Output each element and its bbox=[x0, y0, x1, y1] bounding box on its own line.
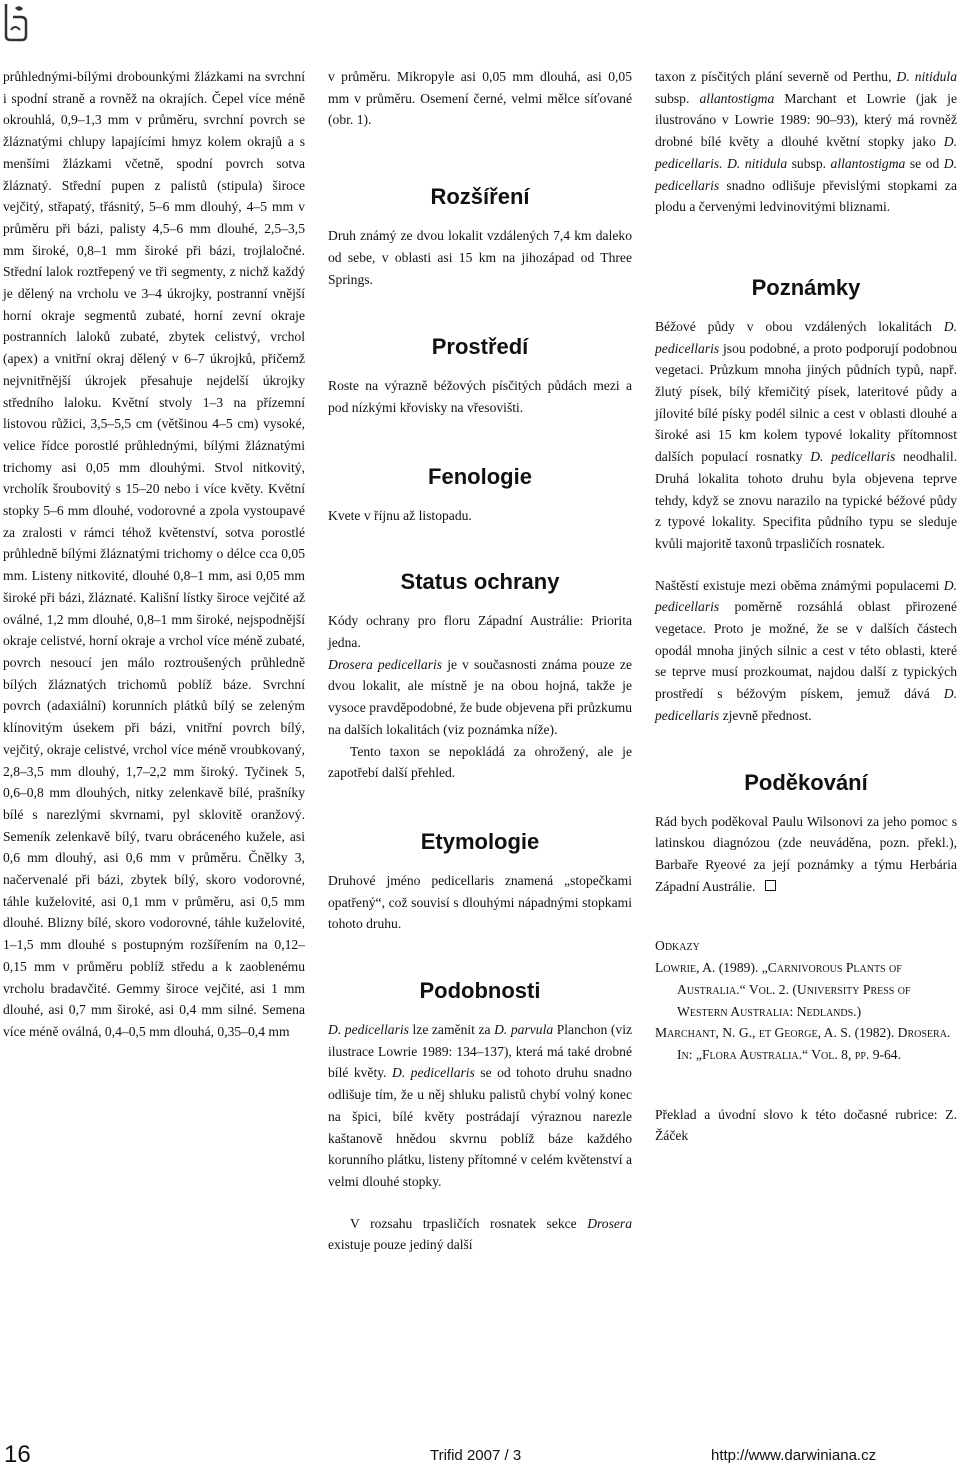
heading-poznamky: Poznámky bbox=[751, 274, 861, 300]
heading-prostredi: Prostředí bbox=[431, 334, 529, 360]
species-name: D. pedicellaris bbox=[655, 318, 957, 356]
rozsireni-text: Druh známý ze dvou lokalit vzdálených 7,4 km daleko od sebe, v oblasti asi 15 km na jihozápad od Three Springs. bbox=[328, 228, 632, 287]
page-footer bbox=[0, 1440, 960, 1470]
species-name: Drosera pedicellaris bbox=[328, 656, 443, 672]
website-url: http://www.darwiniana.cz bbox=[711, 1447, 877, 1464]
column-right bbox=[655, 66, 957, 1147]
journal-logo bbox=[2, 0, 28, 42]
description-continuation: v průměru. Mikropyle asi 0,05 mm dlouhá, asi 0,05 mm v průměru. Osemení černé, velmi mělce síťované (obr. 1). bbox=[328, 69, 632, 128]
poznamky-text-1 bbox=[655, 316, 957, 555]
column-middle bbox=[328, 66, 632, 1256]
status-codes-text: Kódy ochrany pro floru Západní Austrálie: Priorita jedna. bbox=[328, 613, 632, 651]
text-run: V rozsahu trpasličích rosnatek sekce bbox=[350, 1215, 588, 1231]
species-name: D. pedicellaris bbox=[655, 577, 957, 615]
end-of-article-square-icon bbox=[765, 880, 776, 891]
text-run: se od bbox=[905, 155, 944, 171]
status-note-text: Tento taxon se nepokládá za ohrožený, ale je zapotřebí další přehled. bbox=[328, 743, 632, 781]
text-run: lze zaměnit za bbox=[408, 1022, 495, 1038]
taxon-comparison-text bbox=[655, 66, 957, 218]
text-run: subsp. bbox=[655, 90, 700, 106]
species-name: D. nitidula bbox=[896, 69, 957, 84]
translation-credit: Překlad a úvodní slovo k této dočasné rubrice: Z. Žáček bbox=[655, 1106, 957, 1144]
text-run: existuje pouze jediný další bbox=[328, 1237, 473, 1253]
prostredi-text: Roste na výrazně béžových písčitých půdách mezi a pod nízkými křovisky na vřesovišti. bbox=[328, 378, 632, 415]
heading-podobnosti: Podobnosti bbox=[419, 978, 541, 1004]
column-left bbox=[3, 66, 305, 1043]
text-run: zjevně přednost. bbox=[719, 707, 812, 723]
text-run: snadno odlišuje převislými stopkami za plodu a červenými ledvinovitými bliznami. bbox=[655, 177, 957, 215]
text-run: jsou podobné, a proto podporují podobnou vegetaci. Průzkum mnoha jiných půdních typů, např. žlutý písek, bílý křemičitý písek, lateritové půdy a jílovité bílé písky podél silnic a cest v oblasti dlouhé a široké asi 15 km kolem typové lokality přítomnost dalších populací rosnatky bbox=[655, 340, 957, 465]
text-run: Planchon (viz ilustrace Lowrie 1989: 134–137), která má také drobné bílé květy. bbox=[328, 1022, 633, 1081]
heading-etymologie: Etymologie bbox=[420, 828, 540, 854]
species-name: D. pedicellaris bbox=[392, 1065, 475, 1081]
heading-fenologie: Fenologie bbox=[428, 463, 532, 489]
species-name: D. pedicellaris. D. nitidula bbox=[655, 134, 957, 171]
references-heading: Odkazy bbox=[655, 938, 700, 954]
species-name: D. pedicellaris bbox=[328, 1022, 409, 1038]
text-run: Béžové půdy v obou vzdálených lokalitách bbox=[655, 318, 944, 334]
text-run: Rád bych poděkoval Paulu Wilsonovi za jeho pomoc s latinskou diagnózou (zde neuváděna, pozn. překl.), Barbaře Ryeové za její poznámky a týmu Herbária Západní Austrálie. bbox=[655, 813, 957, 894]
text-run: Naštěstí existuje mezi oběma známými populacemi bbox=[655, 577, 944, 593]
references bbox=[655, 935, 957, 1065]
reference-item: Marchant, N. G., et George, A. S. (1982). Drosera. In: „Flora Australia.“ Vol. 8, pp. 9-64. bbox=[655, 1025, 951, 1062]
text-run: taxon z písčitých plání severně od Perthu, bbox=[655, 69, 897, 84]
etymologie-text: Druhové jméno pedicellaris znamená „stopečkami opatřený“, což souvisí s dlouhými nápadnými stopkami tohoto druhu. bbox=[328, 872, 632, 932]
species-name: D. pedicellaris bbox=[655, 686, 957, 723]
poznamky-text-2 bbox=[655, 575, 957, 727]
reference-item: Lowrie, A. (1989). „Carnivorous Plants of Australia.“ Vol. 2. (University Press of Western Australia: Nedlands.) bbox=[655, 960, 911, 1019]
page-number: 16 bbox=[4, 1441, 31, 1468]
podekovani-text bbox=[655, 811, 957, 898]
species-name: D. pedicellaris bbox=[810, 449, 896, 465]
status-text-body: je v současnosti známa pouze ze dvou lokalit, ale místně je na obou hojná, takže je vysoce pravděpodobné, že bude objevena při průzkumu na dalších lokalitách (viz poznámka níže). bbox=[328, 656, 632, 737]
heading-podekovani: Poděkování bbox=[744, 769, 868, 795]
text-run: neodhalil. Druhá lokalita tohoto druhu byla objevena teprve tehdy, když se znovu narazilo na typické béžové půdy z typové lokality. Specifita půdního typu se sleduje kvůli majoritě taxonů trpasličích rosnatek. bbox=[655, 449, 957, 551]
subspecies-name: allantostigma bbox=[699, 90, 775, 106]
text-run: Marchant et Lowrie (jak je ilustrováno v Lowrie 1989: 90–93), který má rovněž drobné bílé květy a dlouhé květní stopky jako bbox=[655, 90, 957, 150]
species-name: D. parvula bbox=[494, 1022, 554, 1038]
plant-logo-icon bbox=[2, 0, 28, 42]
journal-issue: Trifid 2007 / 3 bbox=[430, 1447, 522, 1464]
description-paragraph: průhlednými-bílými drobounkými žlázkami na svrchní i spodní straně a rovněž na okrajích. Čepel více méně okrouhlá, 0,9–1,3 mm v průměru, svrchní povrch se žláznatými chlupy lapajícími hmyz kolem okrajů a s menšími žlázkami včetně, spodní povrch sotva žláznatý. Střední pupen z palistů (stipula) široce vejčitý, střapatý, třásnitý, 5–6 mm dlouhý, 4–5 mm v průměru při bázi, palisty 4,5–6 mm dlouhé, 2,5–3,5 mm široké, 0,8–1 mm široké při bázi, trojlaločné. Střední lalok roztřepený ve tři segmenty, z nichž každý je dělený na vrcholu ve 3–4 úkrojky, postranní vnější horní okraje segmentů zubaté, horní zevní okraje postranních laloků zubaté, zbytek celistvý, vrchol (apex) a vnitřní okraj dělený v 6–7 úkrojků, přičemž nejvnitřnější úkrojek přesahuje nejdelší úkrojky středního laloku. Květní stvoly 1–3 na přízemní listovou růžici, 3,5–5,5 cm (většinou 4–5 cm) vysoké, velice řídce porostlé průhlednými, bílými žláznatými trichomy asi 0,05 mm dlouhými. Stvol nitkovitý, vrcholík šroubovitý s 15–20 nebo i více květy. Květní stopky 5–6 mm dlouhé, vodorovné a zpola vystoupavé za zralosti v rámci téhož květenství, sotva porostlé průhledně bílými žláznatými trichomy o délce cca 0,05 mm. Listeny nitkovité, dlouhé 0,8–1 mm, asi 0,05 mm široké při bázi, žláznaté. Kališní lístky široce vejčité až oválné, 1,2 mm dlouhé, 0,8–1 mm široké, nejspodnější okraje celistvé, horní okraje a vrchol více méně zubaté, povrch nesoucí jen málo roztroušených průhledně bílých žláznatých trichomů poblíž báze. Svrchní povrch (adaxiální) korunních plátků bílý se zeleným klínovitým úsekem při bázi, vnitřní povrch bílý, vejčitý, okraje celistvé, vrchol více méně vroubkovaný, 2,8–3,5 mm dlouhý, 1,7–2,2 mm široký. Tyčinek 5, 0,6–0,8 mm dlouhých, nitky zelenkavě bílé, prašníky bílé s narezlými skvrnami, pyl sklovitě oranžový. Semeník zelenkavě bílý, tvaru obráceného kužele, asi 0,6 mm dlouhý, asi 0,6 mm v průměru. Čnělky 3, načervenalé při bázi, zbytek bílý, skoro vodorovné, táhle kuželovité, asi 0,1 mm v průměru, asi 0,5 mm dlouhé. Blizny bílé, skoro vodorovné, táhle kuželovité, 1–1,5 mm dlouhé s postupným rozšířením na 0,12–0,15 mm v průměru poblíž středu a k zaoblenému vrcholu bradavčité. Gemmy široce vejčité, asi 1 mm dlouhé, asi 0,7 mm široké, asi 0,4 mm silné. Semena více méně oválná, 0,4–0,5 mm dlouhá, 0,35–0,4 mm bbox=[3, 69, 305, 1039]
trpaslici-text bbox=[328, 1213, 632, 1256]
text-run: poměrně rozsáhlá oblast přirozené vegetace. Proto je možné, že se v dalších částech opodál mnoha jiných silnic a cest v této oblasti, které se teprve musí prozkoumat, najdou další z typických prostředí s béžovým pískem, jemuž dává bbox=[655, 599, 957, 702]
heading-rozsireni: Rozšíření bbox=[430, 184, 530, 210]
text-run: se od tohoto druhu snadno odlišuje tím, že u něj shluku palistů chybí volný konec na špici, bílé květy postrádají výraznou narezle kaštanově hnědou skvrnu poblíž báze každého korunního plátku, listeny přítomné v celém květenství a velmi dlouhé stopky. bbox=[328, 1065, 632, 1189]
status-text bbox=[328, 654, 632, 741]
genus-name: Drosera bbox=[587, 1215, 632, 1231]
fenologie-text: Kvete v říjnu až listopadu. bbox=[328, 507, 472, 523]
subspecies-name: allantostigma bbox=[830, 155, 906, 171]
podobnosti-text bbox=[328, 1019, 632, 1193]
text-run: subsp. bbox=[787, 155, 831, 171]
heading-status-ochrany: Status ochrany bbox=[400, 569, 560, 595]
species-name: D. pedicellaris bbox=[655, 155, 957, 193]
